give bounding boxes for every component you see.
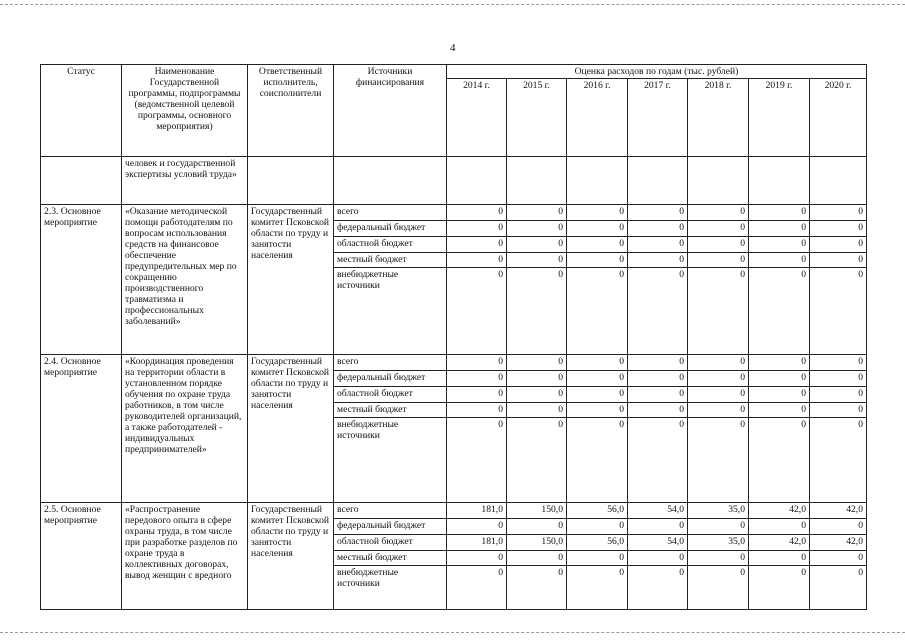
year-value: 0 <box>688 205 749 221</box>
source-label: областной бюджет <box>334 535 447 551</box>
year-value: 0 <box>567 221 628 237</box>
year-value: 0 <box>688 237 749 253</box>
year-value: 42,0 <box>749 535 810 551</box>
year-value: 0 <box>749 387 810 403</box>
year-value: 0 <box>507 221 567 237</box>
year-value: 0 <box>507 371 567 387</box>
year-value: 0 <box>688 268 749 355</box>
header-sources: Источники финансирования <box>334 65 447 157</box>
year-value: 0 <box>447 418 507 503</box>
year-value: 0 <box>810 221 867 237</box>
year-value: 0 <box>810 551 867 566</box>
year-value: 0 <box>628 387 688 403</box>
year-value: 0 <box>447 268 507 355</box>
group-responsible: Государственный комитет Псковской области по труду и занятости населения <box>248 355 334 503</box>
year-value: 0 <box>628 221 688 237</box>
year-value: 0 <box>507 268 567 355</box>
year-value: 0 <box>567 205 628 221</box>
year-value: 0 <box>628 253 688 268</box>
year-value: 0 <box>688 403 749 418</box>
source-label: внебюджетные источники <box>334 268 447 355</box>
year-value: 0 <box>447 387 507 403</box>
budget-table <box>40 64 867 610</box>
source-label: областной бюджет <box>334 387 447 403</box>
source-label: местный бюджет <box>334 253 447 268</box>
header-estimate: Оценка расходов по годам (тыс. рублей) <box>447 65 867 79</box>
year-value: 0 <box>688 221 749 237</box>
year-value: 0 <box>628 418 688 503</box>
source-label: всего <box>334 503 447 519</box>
year-value: 54,0 <box>628 503 688 519</box>
header-year: 2019 г. <box>749 79 810 157</box>
group-name: «Распространение передового опыта в сфере охраны труда, в том числе при разработке разделов по охране труда в коллективных договорах, вывод женщин с вредного <box>122 503 248 610</box>
year-value: 0 <box>749 355 810 371</box>
year-value: 0 <box>749 418 810 503</box>
source-label: местный бюджет <box>334 551 447 566</box>
year-value: 0 <box>810 205 867 221</box>
year-value: 0 <box>447 371 507 387</box>
year-value: 0 <box>688 566 749 610</box>
year-value: 0 <box>749 237 810 253</box>
year-value: 42,0 <box>749 503 810 519</box>
year-value: 0 <box>567 355 628 371</box>
year-value: 0 <box>507 355 567 371</box>
year-value: 0 <box>810 418 867 503</box>
year-value: 0 <box>567 253 628 268</box>
year-value: 150,0 <box>507 535 567 551</box>
year-value: 0 <box>810 253 867 268</box>
year-value: 0 <box>749 551 810 566</box>
year-value: 0 <box>628 566 688 610</box>
source-label: внебюджетные источники <box>334 566 447 610</box>
year-value: 0 <box>567 371 628 387</box>
table-row <box>41 355 867 371</box>
year-value: 0 <box>507 237 567 253</box>
year-value: 0 <box>749 519 810 535</box>
year-value: 0 <box>447 253 507 268</box>
header-year: 2020 г. <box>810 79 867 157</box>
header-year: 2016 г. <box>567 79 628 157</box>
year-value: 0 <box>507 387 567 403</box>
group-name: «Координация проведения на территории области в установленном порядке обучения по охране труда работников, в том числе руководителей организаций, а также работодателей - индивидуальных предпринимателей» <box>122 355 248 503</box>
header-year: 2017 г. <box>628 79 688 157</box>
year-value: 0 <box>567 268 628 355</box>
year-value: 35,0 <box>688 535 749 551</box>
group-status: 2.4. Основное мероприятие <box>41 355 122 503</box>
group-status: 2.3. Основное мероприятие <box>41 205 122 355</box>
year-value: 0 <box>628 237 688 253</box>
year-value: 0 <box>507 205 567 221</box>
year-value: 0 <box>688 551 749 566</box>
year-value: 0 <box>810 519 867 535</box>
year-value: 54,0 <box>628 535 688 551</box>
year-value: 0 <box>628 268 688 355</box>
scan-edge-bottom <box>0 632 905 633</box>
year-value: 0 <box>447 403 507 418</box>
year-value: 0 <box>688 253 749 268</box>
continuation-row <box>41 157 867 205</box>
year-value: 0 <box>447 566 507 610</box>
year-value: 0 <box>507 403 567 418</box>
year-value: 56,0 <box>567 535 628 551</box>
group-responsible: Государственный комитет Псковской области по труду и занятости населения <box>248 503 334 610</box>
year-value: 0 <box>447 237 507 253</box>
continuation-text: человек и государственной экспертизы условий труда» <box>122 157 248 205</box>
year-value: 0 <box>810 355 867 371</box>
year-value: 0 <box>810 403 867 418</box>
year-value: 0 <box>810 371 867 387</box>
year-value: 0 <box>688 418 749 503</box>
source-label: областной бюджет <box>334 237 447 253</box>
year-value: 0 <box>567 418 628 503</box>
year-value: 0 <box>507 551 567 566</box>
year-value: 0 <box>810 387 867 403</box>
header-status: Статус <box>41 65 122 157</box>
year-value: 0 <box>688 371 749 387</box>
year-value: 0 <box>749 253 810 268</box>
year-value: 0 <box>567 551 628 566</box>
source-label: федеральный бюджет <box>334 519 447 535</box>
year-value: 0 <box>749 566 810 610</box>
year-value: 181,0 <box>447 503 507 519</box>
year-value: 0 <box>447 551 507 566</box>
year-value: 0 <box>567 403 628 418</box>
year-value: 0 <box>688 519 749 535</box>
year-value: 0 <box>810 566 867 610</box>
year-value: 0 <box>628 551 688 566</box>
year-value: 0 <box>628 371 688 387</box>
year-value: 0 <box>628 355 688 371</box>
year-value: 0 <box>688 355 749 371</box>
year-value: 0 <box>749 221 810 237</box>
scan-edge-top <box>0 4 905 5</box>
year-value: 0 <box>749 403 810 418</box>
year-value: 35,0 <box>688 503 749 519</box>
group-status: 2.5. Основное мероприятие <box>41 503 122 610</box>
group-name: «Оказание методической помощи работодателям по вопросам использования средств на финансовое обеспечение предупредительных мер по сокращению производственного травматизма и профессиональных заболеваний» <box>122 205 248 355</box>
year-value: 0 <box>810 268 867 355</box>
year-value: 0 <box>447 205 507 221</box>
year-value: 0 <box>447 221 507 237</box>
source-label: всего <box>334 355 447 371</box>
group-responsible: Государственный комитет Псковской области по труду и занятости населения <box>248 205 334 355</box>
header-year: 2015 г. <box>507 79 567 157</box>
year-value: 0 <box>810 237 867 253</box>
year-value: 0 <box>628 519 688 535</box>
year-value: 0 <box>688 387 749 403</box>
source-label: местный бюджет <box>334 403 447 418</box>
year-value: 181,0 <box>447 535 507 551</box>
year-value: 0 <box>447 519 507 535</box>
year-value: 0 <box>507 253 567 268</box>
year-value: 0 <box>567 566 628 610</box>
source-label: федеральный бюджет <box>334 371 447 387</box>
source-label: всего <box>334 205 447 221</box>
year-value: 0 <box>628 403 688 418</box>
year-value: 0 <box>567 387 628 403</box>
header-year: 2014 г. <box>447 79 507 157</box>
year-value: 0 <box>567 237 628 253</box>
source-label: федеральный бюджет <box>334 221 447 237</box>
year-value: 150,0 <box>507 503 567 519</box>
year-value: 0 <box>567 519 628 535</box>
table-row <box>41 503 867 519</box>
page-number: 4 <box>450 42 456 54</box>
year-value: 0 <box>447 355 507 371</box>
header-name: Наименование Государственной программы, подпрограммы (ведомственной целевой программы, основного мероприятия) <box>122 65 248 157</box>
year-value: 0 <box>507 519 567 535</box>
year-value: 0 <box>749 205 810 221</box>
table-row <box>41 205 867 221</box>
year-value: 42,0 <box>810 535 867 551</box>
year-value: 0 <box>507 418 567 503</box>
year-value: 0 <box>749 371 810 387</box>
source-label: внебюджетные источники <box>334 418 447 503</box>
year-value: 0 <box>749 268 810 355</box>
year-value: 0 <box>628 205 688 221</box>
year-value: 0 <box>507 566 567 610</box>
year-value: 56,0 <box>567 503 628 519</box>
header-year: 2018 г. <box>688 79 749 157</box>
header-responsible: Ответственный исполнитель, соисполнители <box>248 65 334 157</box>
year-value: 42,0 <box>810 503 867 519</box>
